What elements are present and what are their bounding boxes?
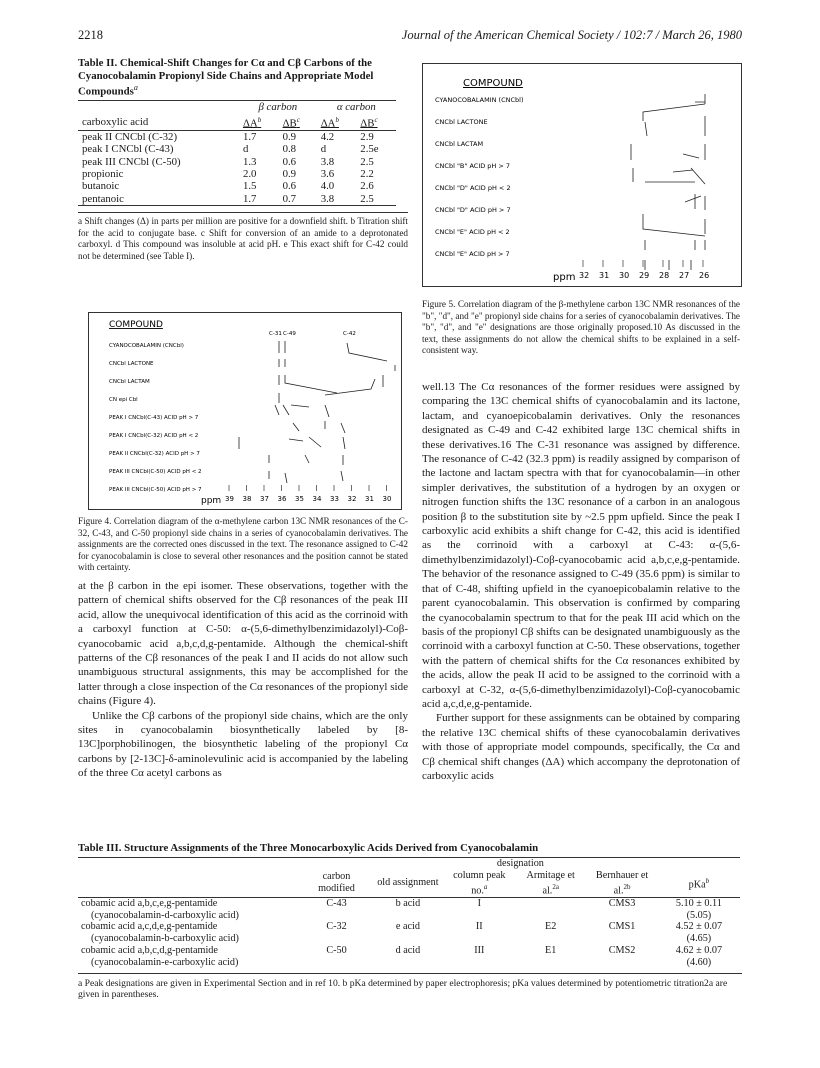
table-cell: 0.6 <box>282 155 297 168</box>
cell-value: E2 <box>545 921 557 933</box>
fig5-tick-label: 26 <box>699 271 710 280</box>
right-column-text <box>422 380 740 783</box>
table-cell: 4.0 <box>320 180 335 193</box>
row-subname: (cyanocobalamin-b-carboxylic acid) <box>91 933 239 945</box>
cell-value: E1 <box>545 944 557 956</box>
table-2-title: Table II. Chemical-Shift Changes for Cα and Cβ Carbons of the Cyanocobalamin Propionyl Side Chains and Appropriate Model Compounds$^a$ <box>78 57 374 98</box>
fig5-tick-label: 29 <box>639 271 650 280</box>
fig5-compound-label: CNCbl LACTAM <box>435 140 484 148</box>
pka-titration: (4.65) <box>686 933 712 945</box>
row-subname: (cyanocobalamin-e-carboxylic acid) <box>91 956 239 968</box>
table-cell: 1.5 <box>242 180 257 193</box>
row-name: cobamic acid a,b,c,d,g-pentamide <box>81 944 218 956</box>
fig4-tick-label: 30 <box>382 495 392 503</box>
table-cell: 0.9 <box>282 168 297 180</box>
left-paragraph-1: at the β carbon in the epi isomer. These observations, together with the pattern of chemical shifts observed for the Cβ resonances of the peak III acid, allow the unequivocal identification of this acid as the corrinoid with a carboxyl function at C-50: α-(5,6-dimethylbenzimidazolyl)-Coβ-cyanocobamic acid a,b,c,d,g-pentamide. Although the chemical-shift patterns of the Cβ resonances of the peak I and II acids do not allow such unambiguous structural assignments, this may be accomplished for the latter through a close inspection of the Cα resonances of the propionyl side chains (Figure 4). <box>78 580 408 708</box>
pka-titration: (4.60) <box>686 956 712 968</box>
fig4-compound-head: COMPOUND <box>109 320 163 330</box>
table-cell <box>372 897 443 921</box>
col-header: column peak no.$^a$ <box>453 869 506 896</box>
sub-header: $\Delta B^c$ <box>282 115 300 130</box>
table-cell <box>515 945 586 969</box>
table-cell: 3.6 <box>320 168 335 180</box>
table-cell <box>372 945 443 969</box>
col-header: carbon modified <box>318 871 355 895</box>
cell-value: e acid <box>395 921 420 933</box>
left-column-text <box>78 579 408 781</box>
group-beta: β carbon <box>258 101 298 114</box>
table-cell <box>444 945 515 969</box>
table-cell <box>586 897 657 921</box>
fig4-tick-label: 36 <box>277 495 287 503</box>
table-row <box>78 168 396 180</box>
table-cell <box>658 945 740 969</box>
table-cell: 3.8 <box>320 192 335 205</box>
cell-value: d acid <box>395 944 421 956</box>
table-cell: 1.7 <box>242 192 257 205</box>
col-header: Armitage et al.$^{2a}$ <box>526 869 575 896</box>
table-row <box>78 945 740 969</box>
fig5-tick-label: 28 <box>659 271 670 280</box>
cell-value: C-43 <box>326 897 347 909</box>
table-cell <box>301 945 372 969</box>
table-row <box>78 180 396 192</box>
table-3-title: Table III. Structure Assignments of the Three Monocarboxylic Acids Derived from Cyanocobalamin <box>78 842 539 854</box>
table-cell: 2.9 <box>360 130 374 143</box>
fig4-compound-label: PEAK II CNCbl(C-32) ACID pH > 7 <box>109 451 200 457</box>
table-row <box>78 897 740 921</box>
figure-4-caption: Figure 4. Correlation diagram of the α-methylene carbon 13C NMR resonances of the C-32, C-43, and C-50 propionyl side chains in a series of cyanocobalamin derivatives. The assignments are the corrected ones discussed in the text. The resonance assigned to C-42 for cyanocobalamin is close to several other resonances and the position cannot be stated with certainty. <box>78 516 408 573</box>
table-cell: 2.2 <box>360 168 374 180</box>
row-label: pentanoic <box>82 192 124 205</box>
fig4-compound-label: CN epi Cbl <box>109 397 138 403</box>
table-cell: 1.3 <box>242 155 257 168</box>
journal-header: Journal of the American Chemical Society / 102:7 / March 26, 1980 <box>401 28 742 42</box>
fig4-tick-label: 37 <box>260 495 269 503</box>
col-header: Bernhauer et al.$^{2b}$ <box>595 869 649 896</box>
table-3-footnote: a Peak designations are given in Experimental Section and in ref 10. b pKa determined by paper electrophoresis; pKa values determined by potentiometric titration2a are given in parentheses. <box>78 973 742 1001</box>
fig4-compound-label: PEAK I CNCbl(C-43) ACID pH > 7 <box>109 415 199 421</box>
table-2 <box>78 57 408 263</box>
figure-5-plot <box>423 64 741 286</box>
fig5-compound-label: CYANOCOBALAMIN (CNCbl) <box>435 96 524 104</box>
group-alpha: α carbon <box>336 101 376 114</box>
figure-4-plot <box>89 313 401 509</box>
fig4-tick-label: 31 <box>365 495 374 503</box>
fig4-peak-label: C-49 <box>283 331 296 337</box>
fig5-compound-label: CNCbl "E" ACID pH > 7 <box>435 250 510 258</box>
cell-value: I <box>477 897 481 909</box>
cell-value: 5.10 ± 0.11 <box>675 897 722 909</box>
fig4-tick-label: 34 <box>312 495 322 503</box>
fig4-compound-label: CNCbl LACTONE <box>109 361 154 367</box>
fig4-peak-label: C-31 <box>269 331 282 337</box>
cell-value: II <box>475 921 483 933</box>
fig5-tick-label: 32 <box>579 271 590 280</box>
table-row <box>78 193 396 206</box>
table-cell: 0.8 <box>282 143 297 156</box>
row-name: cobamic acid a,b,c,e,g-pentamide <box>81 897 218 909</box>
fig5-compound-label: CNCbl "B" ACID pH > 7 <box>435 162 511 170</box>
col-header: pKa$^b$ <box>688 876 710 891</box>
fig4-compound-label: CNCbl LACTAM <box>109 379 150 385</box>
table-cell <box>301 921 372 945</box>
table-cell: 2.5 <box>360 192 374 205</box>
designation-header: designation <box>496 858 544 869</box>
table-cell <box>658 897 740 921</box>
fig5-tick-label: 30 <box>619 271 630 280</box>
table-row <box>78 130 396 143</box>
table-cell: 0.6 <box>282 180 297 193</box>
table-cell: 2.5 <box>360 155 374 168</box>
cell-value: CMS1 <box>608 921 636 933</box>
fig4-compound-label: CYANOCOBALAMIN (CNCbl) <box>109 343 184 349</box>
table-cell: 1.7 <box>242 130 257 143</box>
cell-value: III <box>474 944 485 956</box>
fig4-tick-label: 39 <box>225 495 234 503</box>
table-cell: d <box>320 143 327 156</box>
table-row <box>78 921 740 945</box>
table-cell <box>515 921 586 945</box>
col-header: old assignment <box>377 877 439 889</box>
table-cell <box>444 921 515 945</box>
col-carboxylic-acid: carboxylic acid <box>82 115 149 128</box>
fig4-peak-label: C-42 <box>343 331 356 337</box>
figure-5 <box>422 63 742 287</box>
table-cell <box>372 921 443 945</box>
table-cell <box>658 921 740 945</box>
table-row <box>78 156 396 168</box>
figure-5-caption: Figure 5. Correlation diagram of the β-methylene carbon 13C NMR resonances of the "b", "d", and "e" propionyl side chains for a series of cyanocobalamin derivatives. The "b", "d", and "e" designations are those originally proposed.10 As discussed in the text, these assignments do not allow the chemical shifts to be explained in a self-consistent way. <box>422 299 740 356</box>
row-label <box>78 945 301 969</box>
table-cell: 0.7 <box>282 192 297 205</box>
fig5-compound-head: COMPOUND <box>463 78 523 89</box>
cell-value: CMS2 <box>608 944 636 956</box>
fig4-tick-label: 35 <box>295 495 304 503</box>
sub-header: $\Delta A^b$ <box>320 115 339 130</box>
sub-header: $\Delta A^b$ <box>242 115 262 130</box>
fig5-compound-label: CNCbl LACTONE <box>435 118 488 126</box>
cell-value: C-32 <box>326 921 347 933</box>
fig5-tick-label: 27 <box>679 271 690 280</box>
fig4-compound-label: PEAK III CNCbl(C-50) ACID pH > 7 <box>109 487 202 493</box>
fig5-tick-label: 31 <box>599 271 610 280</box>
table-2-footnote: a Shift changes (Δ) in parts per million are positive for a downfield shift. b Titration shift for the acid to conjugate base. c Shift for conversion of an amide to a deprotonated carboxyl. d This compound was insoluble at acid pH. e This exact shift for C-42 could not be determined (see Table I). <box>78 212 408 262</box>
fig5-compound-label: CNCbl "D" ACID pH > 7 <box>435 206 511 214</box>
page-number: 2218 <box>78 28 103 42</box>
table-cell: 0.9 <box>282 130 297 143</box>
row-label: peak III CNCbl (C-50) <box>82 155 181 168</box>
row-label <box>78 897 301 921</box>
row-subname: (cyanocobalamin-d-carboxylic acid) <box>91 909 239 921</box>
row-label: peak I CNCbl (C-43) <box>82 143 174 156</box>
fig4-compound-label: PEAK III CNCbl(C-50) ACID pH < 2 <box>109 469 202 475</box>
figure-4 <box>88 312 402 510</box>
fig4-tick-label: 33 <box>330 495 339 503</box>
fig5-compound-label: CNCbl "D" ACID pH < 2 <box>435 184 511 192</box>
table-cell: 2.5e <box>360 143 379 156</box>
pka-titration: (5.05) <box>686 909 712 921</box>
fig5-axis-label: ppm <box>553 272 576 283</box>
left-paragraph-2: Unlike the Cβ carbons of the propionyl side chains, which are the only sites in cyanocobalamin biosynthetically labeled by [8-13C]porphobilinogen, the biosynthetic labeling of the propionyl Cα carbons by [2-13C]-δ-aminolevulinic acid is accompanied by the labeling of the three Cα acetyl carbons as <box>78 709 408 780</box>
fig4-axis-label: ppm <box>201 496 222 506</box>
cell-value: 4.52 ± 0.07 <box>675 921 723 933</box>
row-name: cobamic acid a,c,d,e,g-pentamide <box>81 921 218 933</box>
fig4-compound-label: PEAK I CNCbl(C-32) ACID pH < 2 <box>109 433 199 439</box>
sub-header: $\Delta B^c$ <box>360 115 378 130</box>
fig4-tick-label: 38 <box>242 495 252 503</box>
row-label: propionic <box>82 168 124 180</box>
table-cell: 2.6 <box>360 180 374 193</box>
table-cell: 4.2 <box>320 130 335 143</box>
table-cell: 2.0 <box>242 168 257 180</box>
cell-value: b acid <box>395 897 421 909</box>
table-row <box>78 143 396 155</box>
cell-value: CMS3 <box>608 897 636 909</box>
table-cell: d <box>242 143 249 156</box>
table-3 <box>78 842 742 1001</box>
right-paragraph-2: Further support for these assignments can be obtained by comparing the relative 13C chemical shifts of these cyanocobalamin derivatives with those of appropriate model compounds, specifically, the Cα and Cβ chemical shift changes (ΔA) which accompany the deprotonation of carboxylic acids <box>422 712 740 782</box>
table-cell <box>301 897 372 921</box>
table-cell <box>586 921 657 945</box>
row-label: peak II CNCbl (C-32) <box>82 130 178 143</box>
table-cell: 3.8 <box>320 155 335 168</box>
row-label <box>78 921 301 945</box>
table-cell <box>586 945 657 969</box>
fig5-compound-label: CNCbl "E" ACID pH < 2 <box>435 228 510 236</box>
row-label: butanoic <box>82 180 120 193</box>
cell-value: 4.62 ± 0.07 <box>675 944 723 956</box>
table-cell <box>515 897 586 921</box>
right-paragraph-1: well.13 The Cα resonances of the former residues were assigned by comparing the 13C chemical shifts of cyanocobalamin and its lactone, lactam, and cyanoepicobalamin derivatives. Only the resonances designated as C-49 and C-42 exhibited large 13C chemical shifts in these derivatives.16 The C-31 resonance was assigned by difference. The resonance of C-42 (32.3 ppm) is readily assigned by comparison of the lactone and lactam spectra with that for cyanocobalamin—in other simpler derivatives, the substitution of a hydrogen by an oxygen or nitrogen function shifts the 13C resonance of a carbon in an analogous position β to the substitution site by ~2.5 ppm upfield. Since the peak I carboxylic acid exhibits a shift change for C-42, this acid is identified as the corrinoid with a carboxyl at C-43: α-(5,6-dimethylbenzimidazolyl)-Coβ-cyanocobamic acid a,b,c,e,g-pentamide. The behavior of the resonance assigned to C-49 (35.6 ppm) is similar to that of C-48, shifting upfield in the cyanoepicobalamin relative to the parent cyanocobalamin. This observation is confirmed by comparing the cyanocobalamin spectrum to that for the peak III acid which on the basis of the propionyl Cβ shifts can be designated unambiguously as the corrinoid with a carboxyl function at C-50. These observations, together with the pattern of chemical shifts for the Cα resonances exhibited by the acids, allow the peak II acid to be assigned to the corrinoid with a carboxyl at C-32, α-(5,6-dimethylbenzimidazolyl)-Coβ-cyanocobamic acid a,c,d,e,g-pentamide. <box>422 381 740 710</box>
table-cell <box>444 897 515 921</box>
cell-value: C-50 <box>326 944 347 956</box>
fig4-tick-label: 32 <box>347 495 357 503</box>
